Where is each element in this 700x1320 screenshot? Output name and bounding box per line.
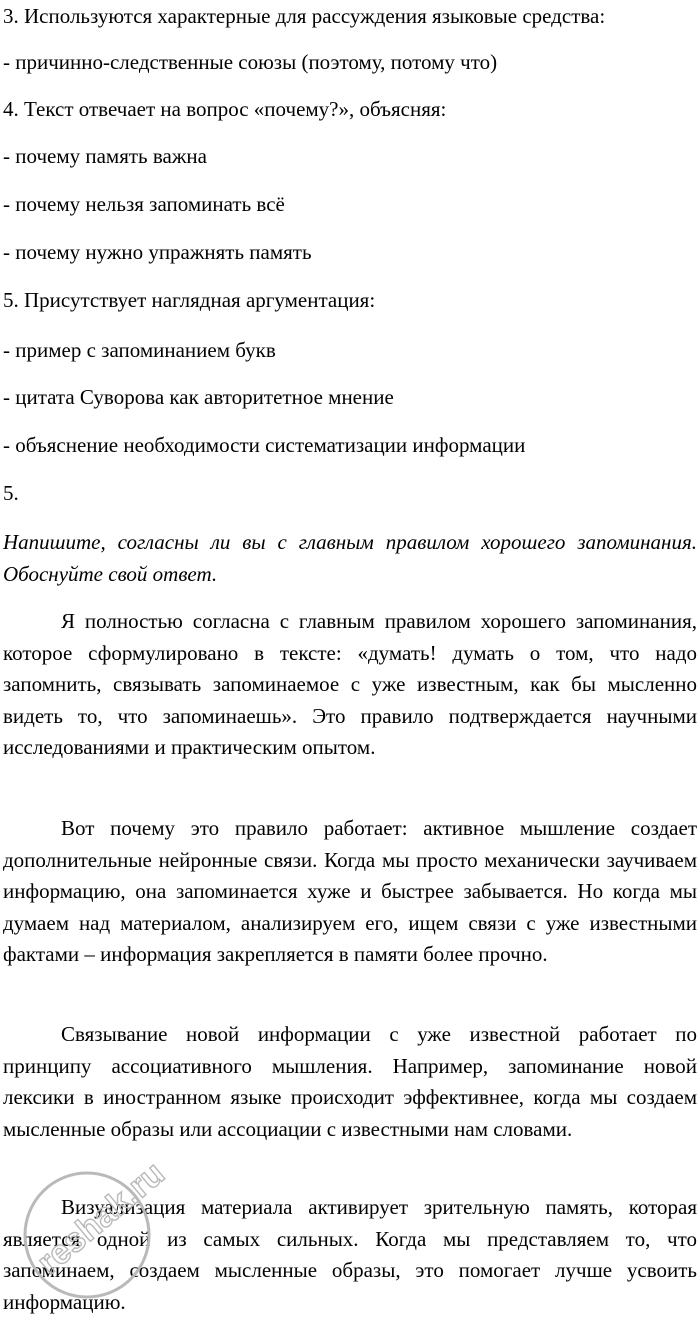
list-item-5-heading: 5. Присутствует наглядная аргументация:: [3, 288, 376, 312]
answer-paragraph-3: Связывание новой информации с уже известной работает по принципу ассоциативного мышления. Например, запоминание новой лексики в иностранном языке происходит эффективнее, когда мы создаем мысленные образы или ассоциации с известными нам словами.: [3, 1022, 697, 1141]
watermark-text: reshak.ru: [30, 1154, 172, 1282]
answer-paragraph-1: Я полностью согласна с главным правилом хорошего запоминания, которое сформулировано в тексте: «думать! думать о том, что надо запомнить, связывать запоминаемое с уже известным, как бы мысленно видеть то, что запоминаешь». Это правило подтверждается научными исследованиями и практическим опытом.: [3, 609, 697, 760]
list-item-3-sub-1: - причинно-следственные союзы (поэтому, потому что): [3, 50, 498, 74]
list-item-3-heading: 3. Используются характерные для рассуждения языковые средства:: [3, 4, 606, 28]
task-question: Напишите, согласны ли вы с главным правилом хорошего запоминания. Обоснуйте свой ответ.: [3, 530, 697, 586]
task-number: 5.: [3, 481, 19, 505]
list-item-5-sub-1: - пример с запоминанием букв: [3, 338, 276, 362]
list-item-5-sub-2: - цитата Суворова как авторитетное мнение: [3, 385, 394, 409]
list-item-4-sub-2: - почему нельзя запоминать всё: [3, 192, 285, 216]
list-item-4-sub-3: - почему нужно упражнять память: [3, 240, 312, 264]
answer-paragraph-2: Вот почему это правило работает: активное мышление создает дополнительные нейронные связи. Когда мы просто механически заучиваем информацию, она запоминается хуже и быстрее забывается. Но когда мы думаем над материалом, анализируем его, ищем связи с уже известными фактами – информация закрепляется в памяти более прочно.: [3, 816, 697, 967]
list-item-5-sub-3: - объяснение необходимости систематизации информации: [3, 433, 526, 457]
answer-paragraph-4: Визуализация материала активирует зрительную память, которая является одной из самых сильных. Когда мы представляем то, что запоминаем, создаем мысленные образы, это помогает лучше усвоить информацию.: [3, 1195, 697, 1314]
list-item-4-sub-1: - почему память важна: [3, 144, 207, 168]
list-item-4-heading: 4. Текст отвечает на вопрос «почему?», объясняя:: [3, 97, 447, 121]
